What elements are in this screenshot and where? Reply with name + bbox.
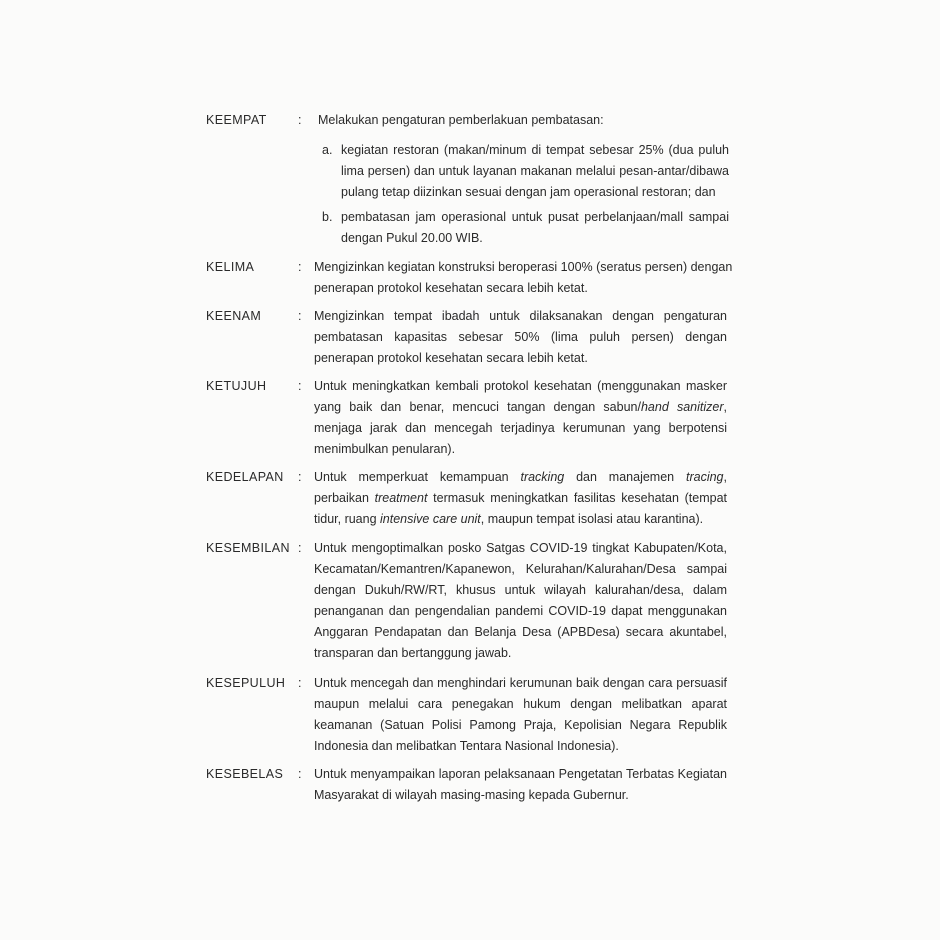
text-run: yang baik dan benar, mencuci tangan dengan sabun/: [314, 400, 641, 414]
text-run: perbaikan: [314, 491, 375, 505]
italic-term: hand sanitizer: [640, 400, 724, 414]
sub-item-line: pulang tetap diizinkan sesuai dengan jam operasional restoran; dan: [341, 185, 716, 199]
section-label: KESEMBILAN: [206, 541, 290, 555]
section-colon: :: [298, 379, 302, 393]
section-line: [314, 467, 727, 488]
section-colon: :: [298, 309, 302, 323]
text-run: , maupun tempat isolasi atau karantina).: [480, 512, 704, 526]
section-line: menjaga jarak dan mencegah terjadinya kerumunan yang berpotensi: [314, 421, 727, 435]
section-label: KEEMPAT: [206, 113, 267, 127]
section-line: Indonesia dan melibatkan Tentara Nasional Indonesia).: [314, 739, 619, 753]
section-colon: :: [298, 541, 302, 555]
sub-item-line: kegiatan restoran (makan/minum di tempat sebesar 25% (dua puluh: [341, 143, 729, 157]
italic-term: tracking: [520, 470, 565, 484]
text-run: dan manajemen: [564, 470, 686, 484]
section-line: pembatasan kapasitas sebesar 50% (lima puluh persen) dengan: [314, 330, 727, 344]
section-line: [314, 509, 727, 530]
section-line: [314, 488, 727, 509]
sub-item-body: [341, 140, 729, 203]
section-body: [314, 764, 727, 806]
italic-term: intensive care unit: [380, 512, 481, 526]
section-line: Untuk mencegah dan menghindari kerumunan baik dengan cara persuasif: [314, 676, 727, 690]
section-colon: :: [298, 113, 302, 127]
section-label: KETUJUH: [206, 379, 267, 393]
section-body: [314, 673, 727, 757]
section-line: Anggaran Pendapatan dan Belanja Desa (APBDesa) secara akuntabel,: [314, 625, 727, 639]
section-label: KELIMA: [206, 260, 255, 274]
section-body: [318, 110, 731, 131]
section-line: maupun melalui cara penegakan hukum dengan melibatkan aparat: [314, 697, 727, 711]
section-colon: :: [298, 260, 302, 274]
section-body: [314, 306, 727, 369]
text-run: Untuk memperkuat kemampuan: [314, 470, 521, 484]
section-line: Untuk menyampaikan laporan pelaksanaan Pengetatan Terbatas Kegiatan: [314, 767, 727, 781]
section-line: penerapan protokol kesehatan secara lebih ketat.: [314, 281, 588, 295]
section-line: Mengizinkan kegiatan konstruksi beroperasi 100% (seratus persen) dengan: [314, 260, 733, 274]
text-run: tidur, ruang: [314, 512, 381, 526]
section-line: keamanan (Satuan Polisi Pamong Praja, Kepolisian Negara Republik: [314, 718, 727, 732]
sub-item-letter: a.: [322, 143, 333, 157]
section-line: Untuk mengoptimalkan posko Satgas COVID-19 tingkat Kabupaten/Kota,: [314, 541, 727, 555]
section-line: [314, 397, 727, 418]
sub-item-letter: b.: [322, 210, 333, 224]
sub-item-line: dengan Pukul 20.00 WIB.: [341, 231, 483, 245]
section-label: KESEPULUH: [206, 676, 286, 690]
section-line: menimbulkan penularan).: [314, 442, 456, 456]
section-line: penanganan dan pengendalian pandemi COVID-19 dapat menggunakan: [314, 604, 727, 618]
section-body: [314, 467, 727, 530]
italic-term: tracing: [685, 470, 724, 484]
section-body: [314, 376, 727, 460]
section-line: Mengizinkan tempat ibadah untuk dilaksanakan dengan pengaturan: [314, 309, 727, 323]
section-line: penerapan protokol kesehatan secara lebih ketat.: [314, 351, 588, 365]
sub-item-body: [341, 207, 729, 249]
section-label: KEENAM: [206, 309, 262, 323]
text-run: ,: [723, 470, 727, 484]
section-label: KESEBELAS: [206, 767, 284, 781]
section-line: dengan Dukuh/RW/RT, khusus untuk wilayah kalurahan/desa, dalam: [314, 583, 727, 597]
section-intro: Melakukan pengaturan pemberlakuan pembatasan:: [318, 113, 604, 127]
section-line: transparan dan bertanggung jawab.: [314, 646, 512, 660]
section-colon: :: [298, 767, 302, 781]
section-line: Kecamatan/Kemantren/Kapanewon, Kelurahan/Kalurahan/Desa sampai: [314, 562, 727, 576]
section-body: [314, 257, 733, 299]
text-run: termasuk meningkatkan fasilitas kesehatan (tempat: [427, 491, 727, 505]
italic-term: treatment: [374, 491, 428, 505]
section-label: KEDELAPAN: [206, 470, 284, 484]
sub-item-line: lima persen) dan untuk layanan makanan melalui pesan-antar/dibawa: [341, 164, 729, 178]
section-line: Masyarakat di wilayah masing-masing kepada Gubernur.: [314, 788, 629, 802]
sub-item-line: pembatasan jam operasional untuk pusat perbelanjaan/mall sampai: [341, 210, 729, 224]
text-run: ,: [723, 400, 727, 414]
section-colon: :: [298, 676, 302, 690]
section-body: [314, 538, 727, 664]
section-line: Untuk meningkatkan kembali protokol kesehatan (menggunakan masker: [314, 379, 727, 393]
section-colon: :: [298, 470, 302, 484]
